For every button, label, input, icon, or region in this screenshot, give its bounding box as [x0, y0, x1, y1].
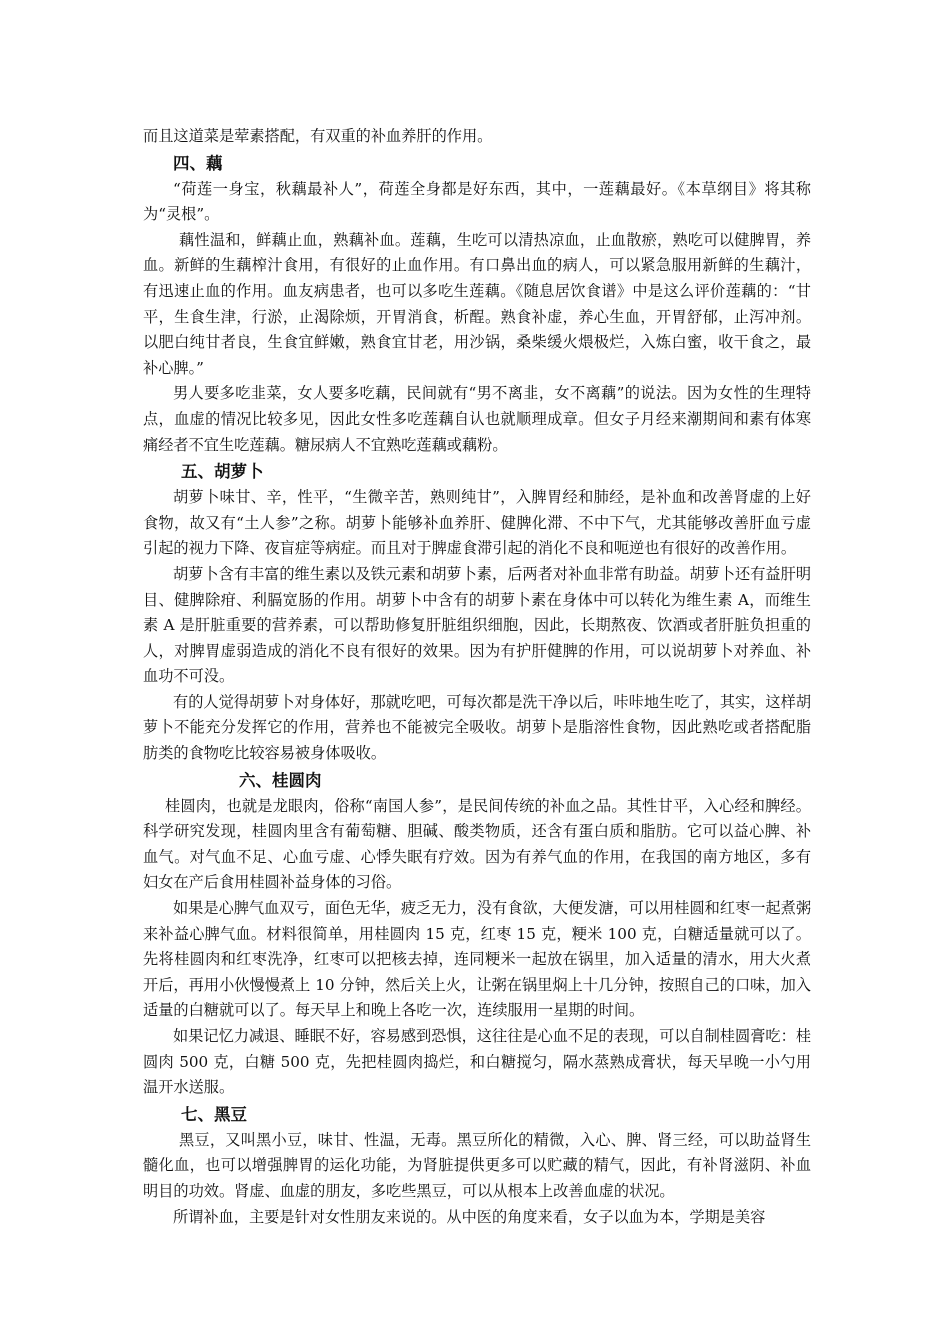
paragraph: 如果是心脾气血双亏，面色无华，疲乏无力，没有食欲，大便发溏，可以用桂圆和红枣一起煮粥来补益心脾气血。材料很简单，用桂圆肉 15 克，红枣 15 克，粳米 100 克，白糖适量就可以了。先将桂圆肉和红枣洗净，红枣可以把核去掉，连同粳米一起放在锅里，加入适量的清水，用大火煮开后，再用小伙慢慢煮上 10 分钟，然后关上火，让粥在锅里焖上十几分钟，按照自己的口味，加入适量的白糖就可以了。每天早上和晚上各吃一次，连续服用一星期的时间。: [143, 899, 811, 1020]
paragraph: “荷莲一身宝，秋藕最补人”，荷莲全身都是好东西，其中，一莲藕最好。《本草纲目》将其称为“灵根”。: [143, 179, 811, 224]
document-page: [143, 124, 811, 1230]
paragraph: 有的人觉得胡萝卜对身体好，那就吃吧，可每次都是洗干净以后，咔咔地生吃了，其实，这样胡萝卜不能充分发挥它的作用，营养也不能被完全吸收。胡萝卜是脂溶性食物，因此熟吃或者搭配脂肪类的食物吃比较容易被身体吸收。: [143, 692, 811, 763]
paragraph: 胡萝卜含有丰富的维生素以及铁元素和胡萝卜素，后两者对补血非常有助益。胡萝卜还有益肝明目、健脾除疳、利膈宽肠的作用。胡萝卜中含有的胡萝卜素在身体中可以转化为维生素 A，而维生素 A 是肝脏重要的营养素，可以帮助修复肝脏组织细胞，因此，长期熬夜、饮酒或者肝脏负担重的人，对脾胃虚弱造成的消化不良有很好的效果。因为有护肝健脾的作用，可以说胡萝卜对养血、补血功不可没。: [143, 564, 811, 686]
paragraph: 所谓补血，主要是针对女性朋友来说的。从中医的角度来看，女子以血为本，学期是美容: [173, 1207, 766, 1226]
paragraph: 男人要多吃韭菜，女人要多吃藕，民间就有“男不离韭，女不离藕”的说法。因为女性的生理特点，血虚的情况比较多见，因此女性多吃莲藕自认也就顺理成章。但女子月经来潮期间和素有体寒痛经者不宜生吃莲藕。糖尿病人不宜熟吃莲藕或藕粉。: [143, 384, 811, 454]
section-title-lotus-root: 四、藕: [173, 153, 223, 173]
paragraph: 桂圆肉，也就是龙眼肉，俗称“南国人参”，是民间传统的补血之品。其性甘平，入心经和脾经。科学研究发现，桂圆肉里含有葡萄糖、胆碱、酸类物质，还含有蛋白质和脂肪。它可以益心脾、补血气。对气血不足、心血亏虚、心悸失眠有疗效。因为有养气血的作用，在我国的南方地区，多有妇女在产后食用桂圆补益身体的习俗。: [143, 796, 811, 892]
section-title-black-bean: 七、黑豆: [181, 1104, 247, 1124]
paragraph: 黑豆，又叫黑小豆，味甘、性温，无毒。黑豆所化的精微，入心、脾、肾三经，可以助益肾生髓化血，也可以增强脾胃的运化功能，为肾脏提供更多可以贮藏的精气，因此，有补肾滋阴、补血明目的功效。肾虚、血虚的朋友，多吃些黑豆，可以从根本上改善血虚的状况。: [143, 1130, 811, 1200]
section-title-carrot: 五、胡萝卜: [181, 462, 264, 482]
paragraph: 胡萝卜味甘、辛，性平，“生微辛苦，熟则纯甘”，入脾胃经和肺经，是补血和改善肾虚的上好食物，故又有“土人参”之称。胡萝卜能够补血养肝、健脾化滞、不中下气，尤其能够改善肝血亏虚引起的视力下降、夜盲症等病症。而且对于脾虚食滞引起的消化不良和呃逆也有很好的改善作用。: [143, 488, 811, 558]
section-title-longan: 六、桂圆肉: [239, 770, 322, 790]
paragraph: 如果记忆力减退、睡眠不好，容易感到恐惧，这往往是心血不足的表现，可以自制桂圆膏吃：桂圆肉 500 克，白糖 500 克，先把桂圆肉捣烂，和白糖搅匀，隔水蒸熟成膏状，每天早晚一小勺用温开水送服。: [143, 1027, 811, 1097]
paragraph: 藕性温和，鲜藕止血，熟藕补血。莲藕，生吃可以清热凉血，止血散瘀，熟吃可以健脾胃，养血。新鲜的生藕榨汁食用，有很好的止血作用。有口鼻出血的病人，可以紧急服用新鲜的生藕汁，有迅速止血的作用。血友病患者，也可以多吃生莲藕。《随息居饮食谱》中是这么评价莲藕的：“甘平，生食生津，行淤，止渴除烦，开胃消食，析酲。熟食补虚，养心生血，开胃舒郁，止泻冲剂。以肥白纯甘者良，生食宜鲜嫩，熟食宜甘老，用沙锅，桑柴缓火煨极烂，入炼白蜜，收干食之，最补心脾。”: [143, 230, 811, 377]
intro-line: 而且这道菜是荤素搭配，有双重的补血养肝的作用。: [143, 127, 493, 145]
